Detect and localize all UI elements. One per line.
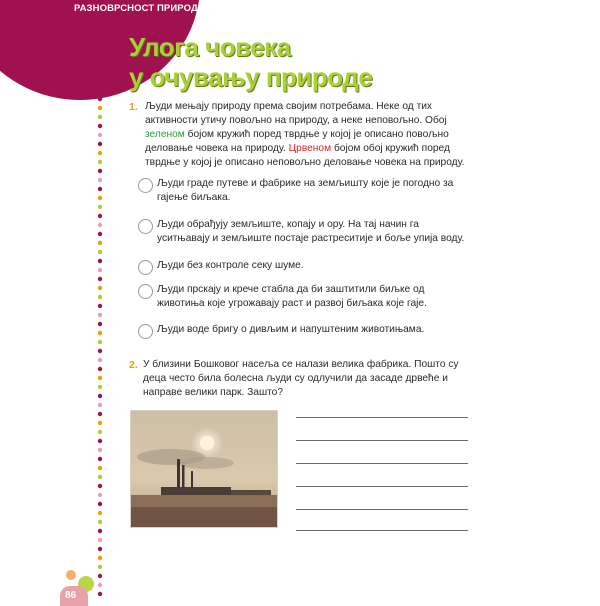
margin-dot	[98, 565, 102, 569]
answer-line[interactable]	[296, 486, 468, 487]
margin-dot	[98, 133, 102, 137]
answer-line[interactable]	[296, 509, 468, 510]
answer-circle[interactable]	[138, 324, 153, 339]
task-2-question: У близини Бошковог насеља се налази велика фабрика. Пошто су деца често била болесна људи су одлучили да засаде дрвеће и направе велики парк. Зашто?	[143, 359, 459, 398]
task-1-line: активности утичу повољно на природу, а неке неповољно. Обој	[145, 115, 447, 126]
margin-dot	[98, 160, 102, 164]
task-1-line: тврдње у којој је описано неповољно деловање човека на природу.	[145, 157, 465, 168]
margin-dot	[98, 142, 102, 146]
margin-dot	[98, 214, 102, 218]
margin-dot	[98, 196, 102, 200]
answer-circle[interactable]	[138, 284, 153, 299]
margin-dot	[98, 187, 102, 191]
margin-dot	[98, 466, 102, 470]
margin-dot	[98, 547, 102, 551]
margin-dot	[98, 475, 102, 479]
margin-dot	[98, 277, 102, 281]
margin-dot	[98, 439, 102, 443]
option-text: Људи обрађују земљиште, копају и ору. На тај начин га уситњавају и земљиште постаје растреситије и боље упија воду.	[157, 219, 465, 244]
page-title-line-1: Улога човека	[129, 32, 291, 62]
margin-dot	[98, 313, 102, 317]
margin-dot	[98, 511, 102, 515]
margin-dot	[98, 106, 102, 110]
answer-line[interactable]	[296, 440, 468, 441]
margin-dot	[98, 223, 102, 227]
margin-dot	[98, 349, 102, 353]
answer-line[interactable]	[296, 530, 468, 531]
answer-circle[interactable]	[138, 219, 153, 234]
margin-dot	[98, 394, 102, 398]
margin-dot	[98, 421, 102, 425]
margin-dot	[98, 268, 102, 272]
margin-dot	[98, 304, 102, 308]
margin-dot	[98, 97, 102, 101]
margin-dot	[98, 376, 102, 380]
margin-dot	[98, 340, 102, 344]
margin-dot	[98, 331, 102, 335]
margin-dot	[98, 430, 102, 434]
margin-dot	[98, 178, 102, 182]
margin-dot	[98, 538, 102, 542]
margin-dot	[98, 529, 102, 533]
margin-dot	[98, 259, 102, 263]
margin-dot	[98, 295, 102, 299]
margin-dot	[98, 502, 102, 506]
option-text: Људи воде бригу о дивљим и напуштеним животињама.	[157, 324, 425, 335]
decorative-ball	[66, 570, 76, 580]
margin-dot	[98, 556, 102, 560]
option-text: Људи без контроле секу шуме.	[157, 260, 304, 271]
margin-dot	[98, 151, 102, 155]
margin-dot	[98, 124, 102, 128]
margin-dot	[98, 592, 102, 596]
margin-dot	[98, 322, 102, 326]
task-1-number: 1.	[129, 101, 138, 113]
answer-line[interactable]	[296, 463, 468, 464]
margin-dot	[98, 367, 102, 371]
section-label: РАЗНОВРСНОСТ ПРИРОДЕ	[74, 3, 205, 14]
answer-circle[interactable]	[138, 260, 153, 275]
margin-dot	[98, 583, 102, 587]
task-1-line: Људи мењају природу према својим потребама. Неке од тих	[145, 101, 433, 112]
margin-dot	[98, 412, 102, 416]
margin-dot	[98, 250, 102, 254]
margin-dot	[98, 520, 102, 524]
option-text: Људи граде путеве и фабрике на земљишту које је погодно за гајење биљака.	[157, 178, 454, 203]
answer-line[interactable]	[296, 417, 468, 418]
margin-dot	[98, 403, 102, 407]
margin-dot	[98, 115, 102, 119]
page-title-line-2: у очувању природе	[129, 62, 373, 92]
margin-dot	[98, 493, 102, 497]
dotted-margin-decoration	[96, 95, 104, 600]
margin-dot	[98, 457, 102, 461]
margin-dot	[98, 358, 102, 362]
margin-dot	[98, 448, 102, 452]
task-1-instructions	[145, 100, 475, 170]
answer-circle[interactable]	[138, 178, 153, 193]
task-1-line: зеленом бојом кружић поред тврдње у којој је описано повољно	[145, 129, 449, 140]
task-1-line: деловање човека на природу. Црвеном бојом обој кружић поред	[145, 143, 450, 154]
factory-photo	[130, 410, 278, 528]
red-word: Црвеном	[288, 143, 332, 154]
margin-dot	[98, 574, 102, 578]
margin-dot	[98, 205, 102, 209]
margin-dot	[98, 286, 102, 290]
margin-dot	[98, 169, 102, 173]
margin-dot	[98, 241, 102, 245]
margin-dot	[98, 385, 102, 389]
green-word: зеленом	[145, 129, 185, 140]
margin-dot	[98, 484, 102, 488]
task-2-number: 2.	[129, 359, 138, 371]
option-text: Људи прскају и крече стабла да би заштитили биљке од животиња које угрожавају раст и развој биљака које гаје.	[157, 284, 427, 309]
page-number: 86	[65, 590, 77, 601]
margin-dot	[98, 232, 102, 236]
